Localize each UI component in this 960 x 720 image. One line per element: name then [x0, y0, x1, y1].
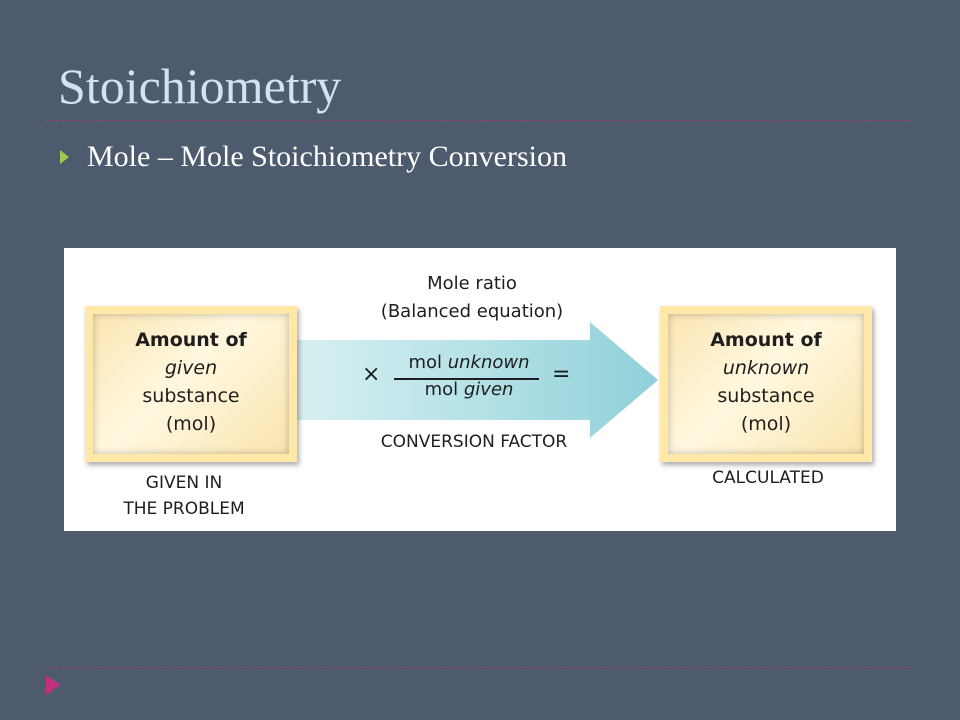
unknown-box-line1: Amount of: [710, 329, 822, 351]
conversion-factor-caption: CONVERSION FACTOR: [380, 432, 568, 452]
mole-ratio-heading: [352, 270, 592, 326]
title-divider: [46, 120, 912, 121]
footer-divider: [46, 667, 912, 668]
given-label-line1: GIVEN IN: [145, 473, 223, 493]
given-label-line2: THE PROBLEM: [123, 499, 245, 519]
mole-ratio-title: Mole ratio: [427, 273, 517, 294]
unknown-box-line4: (mol): [740, 413, 792, 435]
denominator-prefix: mol: [424, 379, 464, 400]
unknown-amount-box: [660, 306, 872, 462]
numerator-prefix: mol: [408, 352, 448, 373]
unknown-box-line2: unknown: [722, 357, 810, 379]
calculated-label: CALCULATED: [712, 468, 824, 488]
given-box-line4: (mol): [165, 413, 217, 435]
footer-arrow-icon: [46, 675, 60, 695]
fraction-denominator: [394, 379, 544, 400]
given-box-line3: substance: [142, 385, 240, 407]
bullet-text: Mole – Mole Stoichiometry Conversion: [87, 140, 567, 173]
denominator-italic: given: [463, 379, 514, 400]
given-label: [84, 470, 284, 522]
given-box-line2: given: [164, 357, 218, 379]
fraction-numerator: [394, 352, 544, 373]
unknown-box-line3: substance: [717, 385, 815, 407]
bullet-arrow-icon: [60, 150, 69, 164]
given-box-line1: Amount of: [135, 329, 247, 351]
mole-conversion-diagram: [64, 248, 896, 531]
multiply-sign: ×: [362, 362, 381, 387]
numerator-italic: unknown: [447, 352, 530, 373]
equals-sign: =: [552, 362, 571, 387]
given-amount-box: [85, 306, 297, 462]
mole-ratio-subtitle: (Balanced equation): [380, 301, 564, 322]
slide-title: Stoichiometry: [58, 58, 342, 114]
